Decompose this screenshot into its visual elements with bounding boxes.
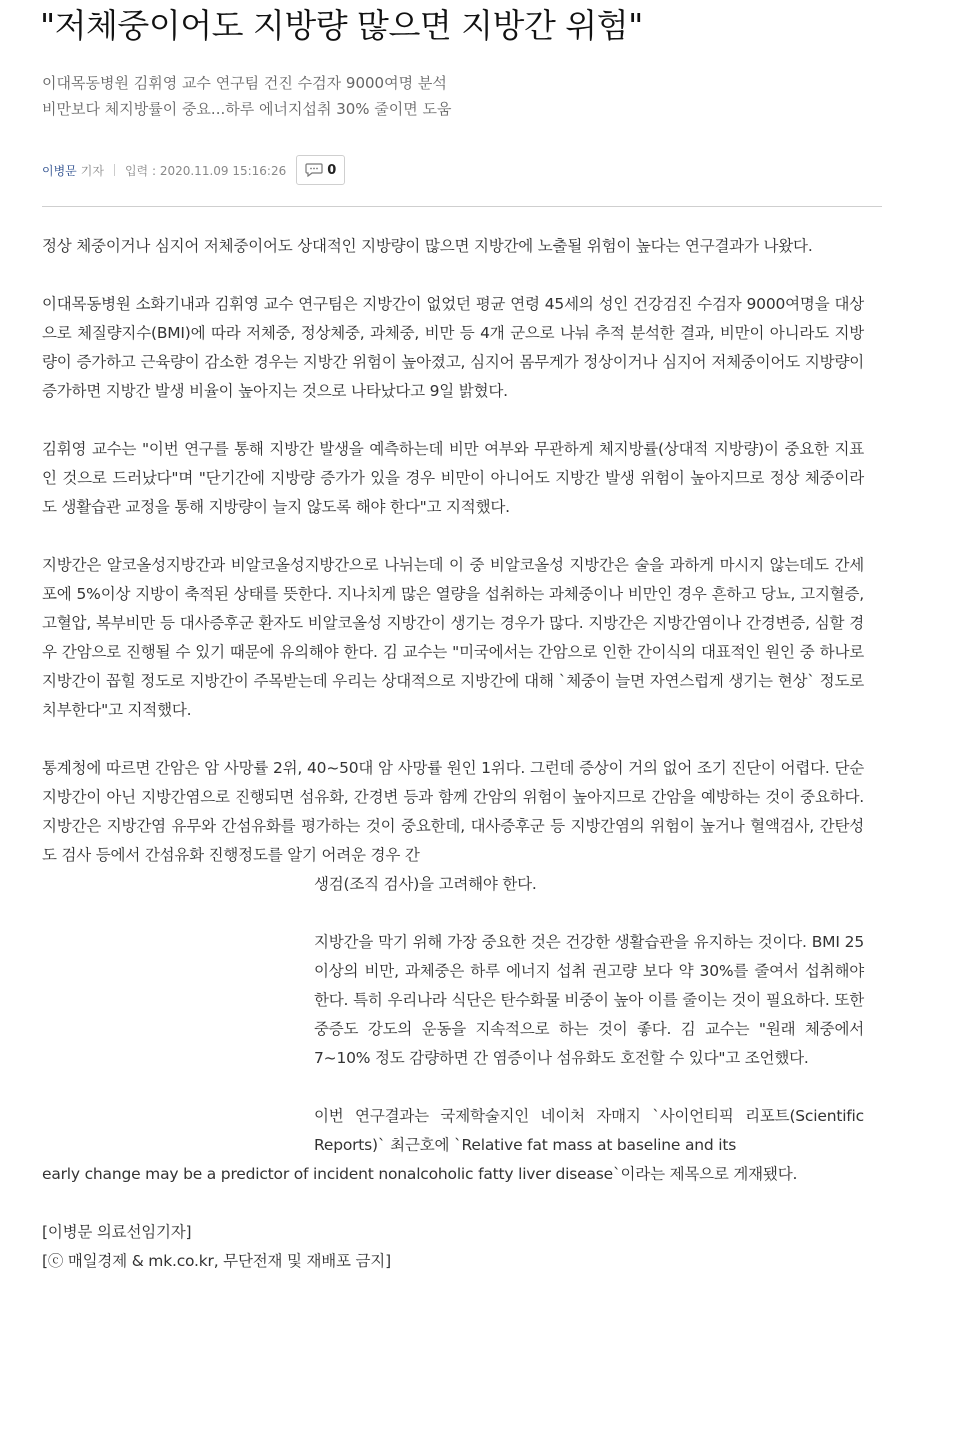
- publish-date: 입력 : 2020.11.09 15:16:26: [124, 163, 287, 178]
- article-meta: [42, 155, 345, 185]
- body-paragraph: [42, 1102, 864, 1189]
- reporter-link[interactable]: [42, 162, 104, 179]
- article-title: "저체중이어도 지방량 많으면 지방간 위험": [40, 6, 643, 45]
- article-subtitle: [42, 70, 902, 122]
- subtitle-line: 이대목동병원 김휘영 교수 연구팀 건진 수검자 9000여명 분석: [42, 74, 447, 92]
- comment-button[interactable]: [296, 155, 345, 185]
- article-body: [42, 232, 864, 1276]
- comment-bubble-icon: [305, 163, 323, 177]
- header-divider: [42, 206, 882, 207]
- reporter-role: 기자: [80, 163, 104, 178]
- body-paragraph: 생검(조직 검사)을 고려해야 한다.: [314, 875, 537, 893]
- byline-credit: [이병문 의료선임기자]: [42, 1223, 192, 1241]
- comment-count: 0: [327, 162, 337, 178]
- body-text: early change may be a predictor of incident nonalcoholic fatty liver disease`이라는 제목으로 게재됐다.: [42, 1165, 798, 1183]
- meta-divider: [114, 164, 115, 176]
- body-text: 통계청에 따르면 간암은 암 사망률 2위, 40~50대 암 사망률 원인 1위다. 그런데 증상이 거의 없어 조기 진단이 어렵다. 단순 지방간이 아닌 지방간염으로 진행되면 섬유화, 간경변 등과 함께 간암의 위험이 높아지므로 간암을 예방하는 것이 중요하다. 지방간은 지방간염 유무와 간섬유화를 평가하는 것이 중요한데, 대사증후군 등 지방간염의 위험이 높거나 혈액검사, 간탄성도 검사 등에서 간섬유화 진행정도를 알기 어려운 경우 간: [42, 759, 864, 864]
- body-paragraph: 이대목동병원 소화기내과 김휘영 교수 연구팀은 지방간이 없었던 평균 연령 45세의 성인 건강검진 수검자 9000여명을 대상으로 체질량지수(BMI)에 따라 저체중, 정상체중, 과체중, 비만 등 4개 군으로 나눠 추적 분석한 결과, 비만이 아니라도 지방량이 증가하고 근육량이 감소한 경우는 지방간 위험이 높아졌고, 심지어 몸무게가 정상이거나 심지어 저체중이어도 지방량이 증가하면 지방간 발생 비율이 높아지는 것으로 나타났다고 9일 밝혔다.: [42, 295, 864, 400]
- body-paragraph: 김휘영 교수는 "이번 연구를 통해 지방간 발생을 예측하는데 비만 여부와 무관하게 체지방률(상대적 지방량)이 중요한 지표인 것으로 드러났다"며 "단기간에 지방량 증가가 있을 경우 비만이 아니어도 지방간 발생 위험이 높아지므로 정상 체중이라도 생활습관 교정을 통해 지방량이 늘지 않도록 해야 한다"고 지적했다.: [42, 440, 864, 516]
- body-paragraph: 정상 체중이거나 심지어 저체중이어도 상대적인 지방량이 많으면 지방간에 노출될 위험이 높다는 연구결과가 나왔다.: [42, 237, 813, 255]
- reporter-name: 이병문: [42, 163, 77, 178]
- body-paragraph: [42, 754, 864, 870]
- body-paragraph: 지방간은 알코올성지방간과 비알코올성지방간으로 나뉘는데 이 중 비알코올성 지방간은 술을 과하게 마시지 않는데도 간세포에 5%이상 지방이 축적된 상태를 뜻한다. 지나치게 많은 열량을 섭취하는 과체중이나 비만인 경우 흔하고 당뇨, 고지혈증, 고혈압, 복부비만 등 대사증후군 환자도 비알코올성 지방간이 생기는 경우가 많다. 지방간은 지방간염이나 간경변증, 심할 경우 간암으로 진행될 수 있기 때문에 유의해야 한다. 김 교수는 "미국에서는 간암으로 인한 간이식의 대표적인 원인 중 하나로 지방간이 꼽힐 정도로 지방간이 주목받는데 우리는 상대적으로 지방간에 대해 `체중이 늘면 자연스럽게 생기는 현상` 정도로 치부한다"고 지적했다.: [42, 556, 864, 719]
- article-credits: [42, 1218, 864, 1276]
- copyright-notice: [ⓒ 매일경제 & mk.co.kr, 무단전재 및 재배포 금지]: [42, 1252, 391, 1270]
- body-paragraph: 지방간을 막기 위해 가장 중요한 것은 건강한 생활습관을 유지하는 것이다. BMI 25이상의 비만, 과체중은 하루 에너지 섭취 권고량 보다 약 30%를 줄여서 섭취해야 한다. 특히 우리나라 식단은 탄수화물 비중이 높아 이를 줄이는 것이 필요하다. 또한 중증도 강도의 운동을 지속적으로 하는 것이 좋다. 김 교수는 "원래 체중에서 7~10% 정도 감량하면 간 염증이나 섬유화도 호전할 수 있다"고 조언했다.: [314, 933, 864, 1067]
- body-text: 이번 연구결과는 국제학술지인 네이처 자매지 `사이언티픽 리포트(Scientific Reports)` 최근호에 `Relative fat mass at baseline and its: [314, 1107, 864, 1154]
- subtitle-line: 비만보다 체지방률이 중요...하루 에너지섭취 30% 줄이면 도움: [42, 100, 452, 118]
